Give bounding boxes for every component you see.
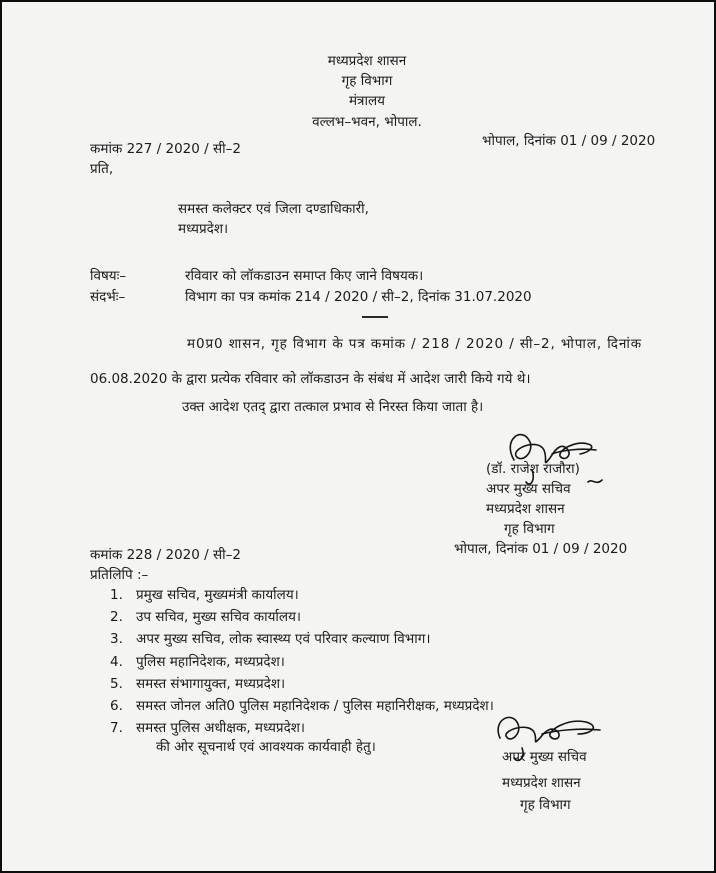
addressee-line1: समस्त कलेक्टर एवं जिला दण्डाधिकारी, [178, 201, 369, 217]
header-department: गृह विभाग [341, 73, 393, 89]
prati-label: प्रति, [90, 161, 114, 177]
header-government: मध्यप्रदेश शासन [327, 53, 407, 69]
reference-label: संदर्भः– [90, 289, 126, 305]
copy-place-date: भोपाल, दिनांक 01 / 09 / 2020 [454, 541, 628, 557]
copy-list [110, 586, 494, 741]
copy-item-number: 2. [110, 609, 123, 626]
subject-text: रविवार को लॉकडाउन समाप्त किए जाने विषयक। [185, 268, 424, 284]
copy-item-text: समस्त संभागायुक्त, मध्यप्रदेश। [136, 675, 286, 692]
copy-list-item [110, 608, 494, 630]
copy-item-text: उप सचिव, मुख्य सचिव कार्यालय। [136, 609, 302, 626]
addressee-line2: मध्यप्रदेश। [178, 221, 229, 237]
copy-item-text: अपर मुख्य सचिव, लोक स्वास्थ्य एवं परिवार कल्याण विभाग। [136, 631, 431, 648]
letter-page [2, 2, 714, 871]
header-ministry: मंत्रालय [348, 93, 385, 109]
copy-list-item [110, 653, 494, 675]
copy-heading: प्रतिलिपि :– [90, 567, 149, 583]
signatory-designation: अपर मुख्य सचिव [486, 481, 571, 497]
copy-closing: की ओर सूचनार्थ एवं आवश्यक कार्यवाही हेतु। [156, 739, 376, 755]
copy-number: कमांक 228 / 2020 / सी–2 [90, 547, 241, 563]
copy-list-item [110, 675, 494, 697]
reference-text: विभाग का पत्र कमांक 214 / 2020 / सी–2, दिनांक 31.07.2020 [185, 289, 532, 305]
copy-list-item [110, 630, 494, 652]
body-para1-line1: म0प्र0 शासन, गृह विभाग के पत्र कमांक / 218 / 2020 / सी–2, भोपाल, दिनांक [187, 336, 642, 352]
copy-item-number: 4. [110, 653, 123, 670]
copy-item-text: समस्त जोनल अति0 पुलिस महानिदेशक / पुलिस महानिरीक्षक, मध्यप्रदेश। [136, 697, 494, 714]
signatory-org: मध्यप्रदेश शासन [486, 501, 565, 517]
copy-item-number: 3. [110, 631, 123, 648]
copy-item-number: 5. [110, 675, 123, 692]
copy-list-item [110, 586, 494, 608]
signatory2-designation: अपर मुख्य सचिव [502, 749, 587, 765]
letter-place-date: भोपाल, दिनांक 01 / 09 / 2020 [482, 133, 656, 149]
copy-item-text: प्रमुख सचिव, मुख्यमंत्री कार्यालय। [136, 587, 299, 603]
copy-item-number: 6. [110, 697, 123, 714]
signatory2-dept: गृह विभाग [520, 797, 571, 813]
header-address: वल्लभ–भवन, भोपाल. [312, 114, 422, 130]
letter-number: कमांक 227 / 2020 / सी–2 [90, 141, 241, 157]
signatory-dept: गृह विभाग [504, 521, 555, 537]
copy-item-number: 7. [110, 720, 123, 737]
copy-list-item [110, 697, 494, 719]
separator-dash [362, 316, 388, 318]
body-para2: उक्त आदेश एतद् द्वारा तत्काल प्रभाव से निरस्त किया जाता है। [182, 399, 484, 415]
signatory2-org: मध्यप्रदेश शासन [502, 775, 581, 791]
subject-label: विषयः– [90, 268, 127, 284]
copy-item-number: 1. [110, 587, 123, 603]
body-para1-line2: 06.08.2020 के द्वारा प्रत्येक रविवार को लॉकडाउन के संबंध में आदेश जारी किये गये थे। [90, 371, 531, 387]
signatory-name: (डॉ. राजेश राजौरा) [486, 461, 580, 477]
copy-item-text: पुलिस महानिदेशक, मध्यप्रदेश। [136, 653, 285, 670]
copy-item-text: समस्त पुलिस अधीक्षक, मध्यप्रदेश। [136, 720, 306, 737]
